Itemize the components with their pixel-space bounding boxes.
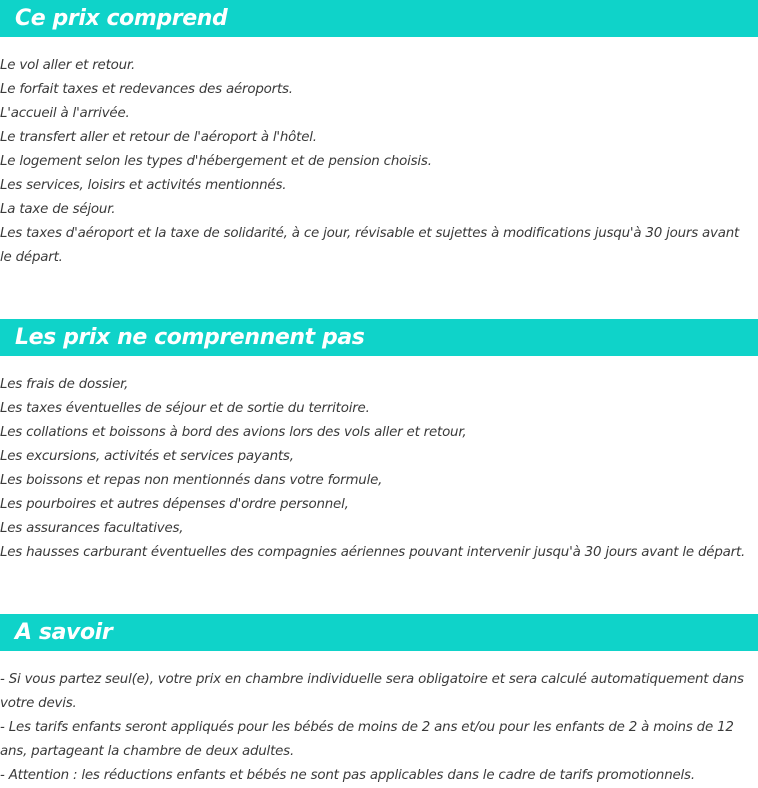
list-item: - Attention : les réductions enfants et bébés ne sont pas applicables dans le cadre de tarifs promotionnels. [0, 768, 695, 783]
section-body-price-excludes [0, 373, 750, 565]
list-item: La taxe de séjour. [0, 202, 116, 217]
section-body-price-includes [0, 54, 750, 270]
section-header-price-includes [0, 0, 758, 37]
list-item: Les collations et boissons à bord des avions lors des vols aller et retour, [0, 425, 467, 440]
list-item: L'accueil à l'arrivée. [0, 106, 130, 121]
section-title: Ce prix comprend [15, 6, 228, 31]
list-item: Le transfert aller et retour de l'aéroport à l'hôtel. [0, 130, 317, 145]
list-item: Les pourboires et autres dépenses d'ordre personnel, [0, 497, 349, 512]
list-item: Les hausses carburant éventuelles des compagnies aériennes pouvant intervenir jusqu'à 30 jours avant le départ. [0, 545, 746, 560]
list-item: Le forfait taxes et redevances des aéroports. [0, 82, 293, 97]
section-title: Les prix ne comprennent pas [15, 325, 365, 350]
list-item: Les assurances facultatives, [0, 521, 184, 536]
list-item: Le logement selon les types d'hébergement et de pension choisis. [0, 154, 432, 169]
section-title: A savoir [15, 620, 113, 645]
list-item: - Si vous partez seul(e), votre prix en chambre individuelle sera obligatoire et sera calculé automatiquement dans votre devis. [0, 672, 744, 711]
list-item: Les boissons et repas non mentionnés dans votre formule, [0, 473, 383, 488]
list-item: Les services, loisirs et activités mentionnés. [0, 178, 287, 193]
list-item: Le vol aller et retour. [0, 58, 136, 73]
section-header-good-to-know [0, 614, 758, 651]
list-item: Les taxes éventuelles de séjour et de sortie du territoire. [0, 401, 370, 416]
section-header-price-excludes [0, 319, 758, 356]
list-item: Les excursions, activités et services payants, [0, 449, 294, 464]
list-item: Les taxes d'aéroport et la taxe de solidarité, à ce jour, révisable et sujettes à modifications jusqu'à 30 jours avant le départ. [0, 226, 740, 265]
list-item: - Les tarifs enfants seront appliqués pour les bébés de moins de 2 ans et/ou pour les enfants de 2 à moins de 12 ans, partageant la chambre de deux adultes. [0, 720, 734, 759]
list-item: Les frais de dossier, [0, 377, 129, 392]
section-body-good-to-know [0, 668, 750, 788]
